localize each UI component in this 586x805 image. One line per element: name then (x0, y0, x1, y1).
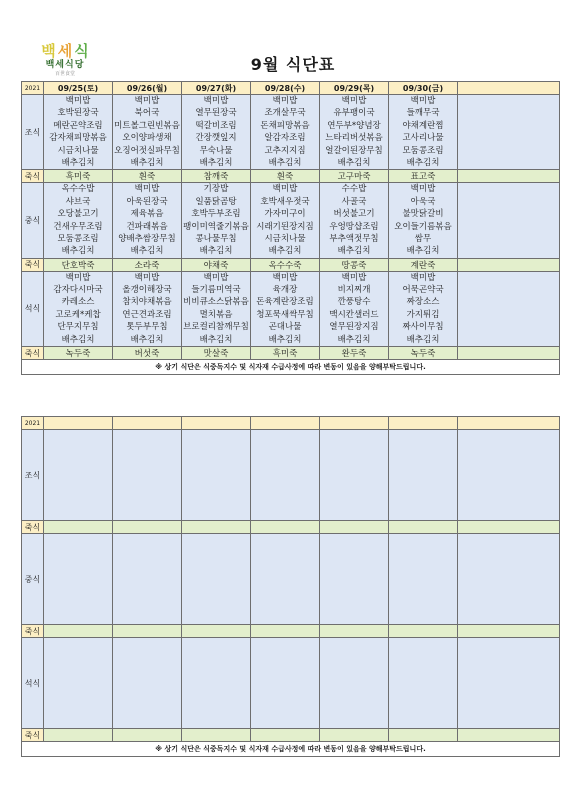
juk-row (22, 347, 560, 360)
day-header: 09/27(화) (182, 82, 251, 95)
blank-row-label: 중식 (22, 534, 44, 625)
menu-empty (458, 271, 560, 346)
blank-cell (389, 625, 458, 638)
day-header: 09/29(목) (320, 82, 389, 95)
logo-name: 백세식당 (45, 60, 85, 70)
blank-day-header (389, 417, 458, 430)
meal-label: 석식 (22, 271, 44, 346)
menu-item: 오징어젓실파무침 (114, 145, 180, 156)
day-header: 09/25(토) (44, 82, 113, 95)
menu-item: 톳두부무침 (126, 322, 168, 333)
menu-item: 백미밥 (134, 184, 160, 195)
menu-item: 배추김치 (268, 246, 302, 257)
blank-day-header (458, 417, 560, 430)
juk-cell: 고구마죽 (320, 170, 389, 183)
menu-item: 백미밥 (341, 272, 367, 283)
juk-cell: 흰죽 (113, 170, 182, 183)
juk-cell: 흑미죽 (44, 170, 113, 183)
menu-item: 옥수수밥 (61, 184, 95, 195)
blank-cell (44, 430, 113, 521)
menu-item: 간장깻잎지 (195, 133, 237, 144)
menu-item: 배추김치 (406, 334, 440, 345)
menu-item: 백미밥 (203, 272, 229, 283)
blank-cell (182, 521, 251, 534)
blank-day-header (113, 417, 182, 430)
blank-row-label: 석식 (22, 638, 44, 729)
juk-cell: 버섯죽 (113, 347, 182, 360)
blank-day-header (44, 417, 113, 430)
menu-item: 아욱된장국 (126, 196, 168, 207)
menu-item: 사골국 (341, 196, 367, 207)
menu-item: 가자미구이 (264, 209, 306, 220)
menu-item: 백미밥 (134, 272, 160, 283)
juk-cell: 참깨죽 (182, 170, 251, 183)
menu-cell (44, 95, 113, 170)
menu-item: 시래기된장지짐 (256, 221, 314, 232)
blank-cell (458, 729, 560, 742)
blank-cell (251, 534, 320, 625)
menu-item: 맥시칸샐러드 (329, 309, 379, 320)
menu-item: 배추김치 (130, 157, 164, 168)
menu-item: 수수밥 (341, 184, 367, 195)
menu-cell (320, 95, 389, 170)
blank-cell (251, 638, 320, 729)
menu-item: 오이들기름볶음 (394, 221, 452, 232)
menu-item: 짜장소스 (406, 297, 440, 308)
menu-item: 들깨무국 (406, 108, 440, 119)
menu-item: 기장밥 (203, 184, 229, 195)
blank-cell (251, 521, 320, 534)
juk-cell: 맛살죽 (182, 347, 251, 360)
blank-cell (182, 534, 251, 625)
blank-juk-row (22, 521, 560, 534)
blank-cell (251, 729, 320, 742)
blank-cell (320, 534, 389, 625)
meal-label: 중식 (22, 183, 44, 258)
menu-item: 연근견과조림 (122, 309, 172, 320)
blank-cell (44, 534, 113, 625)
blank-day-header (251, 417, 320, 430)
menu-item: 배추김치 (337, 157, 371, 168)
menu-item: 배추김치 (199, 334, 233, 345)
blank-cell (389, 534, 458, 625)
menu-cell (251, 95, 320, 170)
blank-cell (251, 430, 320, 521)
juk-cell: 완두죽 (320, 347, 389, 360)
menu-cell (113, 95, 182, 170)
menu-item: 북어국 (134, 108, 160, 119)
blank-notice-text: ※ 상기 식단은 식중독지수 및 식자재 수급사정에 따라 변동이 있음을 양해부탁드립니다. (22, 742, 560, 757)
blank-row-label: 죽식 (22, 625, 44, 638)
menu-item: 불맛닭갈비 (402, 209, 444, 220)
menu-cell (182, 183, 251, 258)
day-header: 09/28(수) (251, 82, 320, 95)
blank-cell (182, 625, 251, 638)
menu-item: 감자채피망볶음 (49, 133, 107, 144)
menu-item: 얼갈이된장무침 (325, 145, 383, 156)
menu-item: 백미밥 (410, 96, 436, 106)
blank-meal-row (22, 638, 560, 729)
menu-item: 가지튀김 (406, 309, 440, 320)
menu-cell (182, 95, 251, 170)
blank-cell (389, 521, 458, 534)
menu-item: 알감자조림 (264, 133, 306, 144)
menu-item: 카레소스 (61, 297, 95, 308)
day-header: 09/30(금) (389, 82, 458, 95)
menu-item: 오당불고기 (57, 209, 99, 220)
menu-cell (182, 271, 251, 346)
menu-item: 짜사이무침 (402, 322, 444, 333)
menu-item: 열무된장지짐 (329, 322, 379, 333)
juk-cell: 녹두죽 (389, 347, 458, 360)
blank-cell (44, 638, 113, 729)
menu-item: 백미밥 (134, 96, 160, 106)
menu-item: 배추김치 (199, 157, 233, 168)
menu-item: 콩나물무침 (195, 233, 237, 244)
menu-item: 느타리버섯볶음 (325, 133, 383, 144)
blank-cell (320, 625, 389, 638)
blank-cell (389, 729, 458, 742)
juk-label: 죽식 (22, 258, 44, 271)
menu-item: 돈채피망볶음 (260, 120, 310, 131)
meal-row (22, 271, 560, 346)
menu-item: 유부팽이국 (333, 108, 375, 119)
menu-item: 부추액젓무침 (329, 233, 379, 244)
blank-cell (113, 534, 182, 625)
blank-cell (44, 625, 113, 638)
blank-cell (458, 534, 560, 625)
menu-item: 배추김치 (268, 157, 302, 168)
menu-item: 모둠콩조림 (57, 233, 99, 244)
menu-item: 조개살무국 (264, 108, 306, 119)
menu-item: 배추김치 (406, 246, 440, 257)
blank-row-label: 죽식 (22, 521, 44, 534)
menu-item: 백미밥 (410, 184, 436, 195)
menu-cell (251, 183, 320, 258)
menu-item: 백미밥 (65, 272, 91, 283)
menu-item: 시금치나물 (264, 233, 306, 244)
menu-table (21, 81, 560, 375)
menu-item: 배추김치 (199, 246, 233, 257)
blank-year-cell: 2021 (22, 417, 44, 430)
juk-cell: 녹두죽 (44, 347, 113, 360)
menu-item: 고추지지짐 (264, 145, 306, 156)
meal-row (22, 183, 560, 258)
blank-cell (113, 729, 182, 742)
juk-cell: 흰죽 (251, 170, 320, 183)
blank-cell (458, 625, 560, 638)
menu-item: 올갱이해장국 (122, 285, 172, 296)
notice-row (22, 360, 560, 375)
menu-item: 깐풍탕수 (337, 297, 371, 308)
blank-cell (320, 729, 389, 742)
menu-item: 떡갈비조림 (195, 120, 237, 131)
blank-cell (458, 430, 560, 521)
menu-item: 들기름미역국 (191, 285, 241, 296)
menu-item: 양배추쌈장무침 (118, 233, 176, 244)
menu-item: 샤브국 (65, 196, 91, 207)
notice-text: ※ 상기 식단은 식중독지수 및 식자재 수급사정에 따라 변동이 있음을 양해부탁드립니다. (22, 360, 560, 375)
juk-empty (458, 170, 560, 183)
menu-item: 제육볶음 (130, 209, 164, 220)
menu-cell (113, 271, 182, 346)
menu-item: 배추김치 (61, 334, 95, 345)
juk-row (22, 170, 560, 183)
logo-sub: 百世食堂 (54, 71, 75, 77)
blank-header-row (22, 417, 560, 430)
menu-item: 아욱국 (410, 196, 436, 207)
blank-juk-row (22, 625, 560, 638)
blank-cell (44, 521, 113, 534)
menu-item: 팽이미역줄기볶음 (183, 221, 249, 232)
menu-cell (113, 183, 182, 258)
menu-item: 비지찌개 (337, 285, 371, 296)
menu-item: 쌈무 (414, 233, 432, 244)
blank-meal-row (22, 534, 560, 625)
menu-item: 배추김치 (337, 334, 371, 345)
blank-cell (182, 638, 251, 729)
blank-day-header (182, 417, 251, 430)
blank-cell (113, 625, 182, 638)
juk-cell: 단호박죽 (44, 258, 113, 271)
menu-item: 곤대나물 (268, 322, 302, 333)
menu-cell (320, 183, 389, 258)
blank-cell (113, 521, 182, 534)
blank-notice-row (22, 742, 560, 757)
meal-row (22, 95, 560, 170)
menu-empty (458, 183, 560, 258)
blank-meal-row (22, 430, 560, 521)
blank-cell (458, 638, 560, 729)
juk-cell: 소라죽 (113, 258, 182, 271)
logo-mark-3: 식 (74, 42, 89, 60)
menu-cell (44, 183, 113, 258)
menu-item: 건파래볶음 (126, 221, 168, 232)
menu-cell (44, 271, 113, 346)
menu-item: 백미밥 (410, 272, 436, 283)
juk-cell: 흑미죽 (251, 347, 320, 360)
menu-item: 어묵곤약국 (402, 285, 444, 296)
menu-item: 단무지무침 (57, 322, 99, 333)
menu-item: 백미밥 (65, 96, 91, 106)
menu-item: 무숙나물 (199, 145, 233, 156)
menu-item: 배추김치 (61, 157, 95, 168)
menu-item: 우엉땅샵조림 (329, 221, 379, 232)
blank-cell (389, 430, 458, 521)
menu-item: 야채계란찜 (402, 120, 444, 131)
juk-row (22, 258, 560, 271)
menu-item: 비비큐소스닭볶음 (183, 297, 249, 308)
menu-item: 백미밥 (272, 96, 298, 106)
menu-item: 건새우무조림 (53, 221, 103, 232)
menu-cell (320, 271, 389, 346)
menu-item: 열무된장국 (195, 108, 237, 119)
menu-item: 시금치나물 (57, 145, 99, 156)
blank-cell (113, 430, 182, 521)
menu-cell (389, 95, 458, 170)
menu-item: 배추김치 (268, 334, 302, 345)
day-header: 09/26(월) (113, 82, 182, 95)
blank-cell (44, 729, 113, 742)
menu-item: 참치야채볶음 (122, 297, 172, 308)
year-cell: 2021 (22, 82, 44, 95)
menu-item: 고로케*케찹 (55, 309, 101, 320)
blank-menu-table (21, 416, 560, 757)
blank-cell (251, 625, 320, 638)
juk-cell: 표고죽 (389, 170, 458, 183)
menu-item: 육개장 (272, 285, 298, 296)
menu-empty (458, 95, 560, 170)
meal-label: 조식 (22, 95, 44, 170)
blank-cell (389, 638, 458, 729)
menu-item: 돈육계란장조림 (256, 297, 314, 308)
menu-cell (389, 183, 458, 258)
menu-item: 오이양파생채 (122, 133, 172, 144)
menu-cell (389, 271, 458, 346)
menu-item: 백미밥 (341, 96, 367, 106)
menu-item: 감자다시마국 (53, 285, 103, 296)
blank-row-label: 조식 (22, 430, 44, 521)
menu-item: 모둠콩조림 (402, 145, 444, 156)
blank-cell (182, 430, 251, 521)
blank-cell (182, 729, 251, 742)
juk-label: 죽식 (22, 170, 44, 183)
menu-item: 백미밥 (272, 184, 298, 195)
menu-item: 호박새우젓국 (260, 196, 310, 207)
menu-item: 연두부*양념장 (327, 120, 381, 131)
logo-mark-1: 백 (41, 42, 56, 60)
menu-item: 브로컬리참깨무침 (183, 322, 249, 333)
header-row (22, 82, 560, 95)
blank-cell (458, 521, 560, 534)
menu-item: 배추김치 (406, 157, 440, 168)
menu-item: 일품닭곰탕 (195, 196, 237, 207)
menu-item: 배추김치 (130, 246, 164, 257)
juk-label: 죽식 (22, 347, 44, 360)
menu-item: 메란곤약조림 (53, 120, 103, 131)
blank-cell (320, 430, 389, 521)
blank-juk-row (22, 729, 560, 742)
page-title: 9월 식단표 (250, 55, 336, 74)
menu-item: 백미밥 (203, 96, 229, 106)
menu-item: 청포묵새싹무침 (256, 309, 314, 320)
blank-day-header (320, 417, 389, 430)
juk-cell: 옥수수죽 (251, 258, 320, 271)
header-empty (458, 82, 560, 95)
blank-cell (320, 638, 389, 729)
menu-item: 버섯불고기 (333, 209, 375, 220)
juk-empty (458, 347, 560, 360)
logo-mark-2: 세 (57, 42, 73, 60)
juk-cell: 야채죽 (182, 258, 251, 271)
menu-item: 고사리나물 (402, 133, 444, 144)
blank-row-label: 죽식 (22, 729, 44, 742)
menu-item: 멸치볶음 (199, 309, 233, 320)
menu-item: 배추김치 (61, 246, 95, 257)
menu-item: 미트볼그린빈볶음 (114, 120, 180, 131)
juk-cell: 계란죽 (389, 258, 458, 271)
menu-item: 배추김치 (130, 334, 164, 345)
menu-item: 백미밥 (272, 272, 298, 283)
menu-item: 배추김치 (337, 246, 371, 257)
juk-empty (458, 258, 560, 271)
juk-cell: 땅콩죽 (320, 258, 389, 271)
menu-cell (251, 271, 320, 346)
blank-cell (320, 521, 389, 534)
menu-item: 호박된장국 (57, 108, 99, 119)
menu-item: 호박두부조림 (191, 209, 241, 220)
blank-cell (113, 638, 182, 729)
